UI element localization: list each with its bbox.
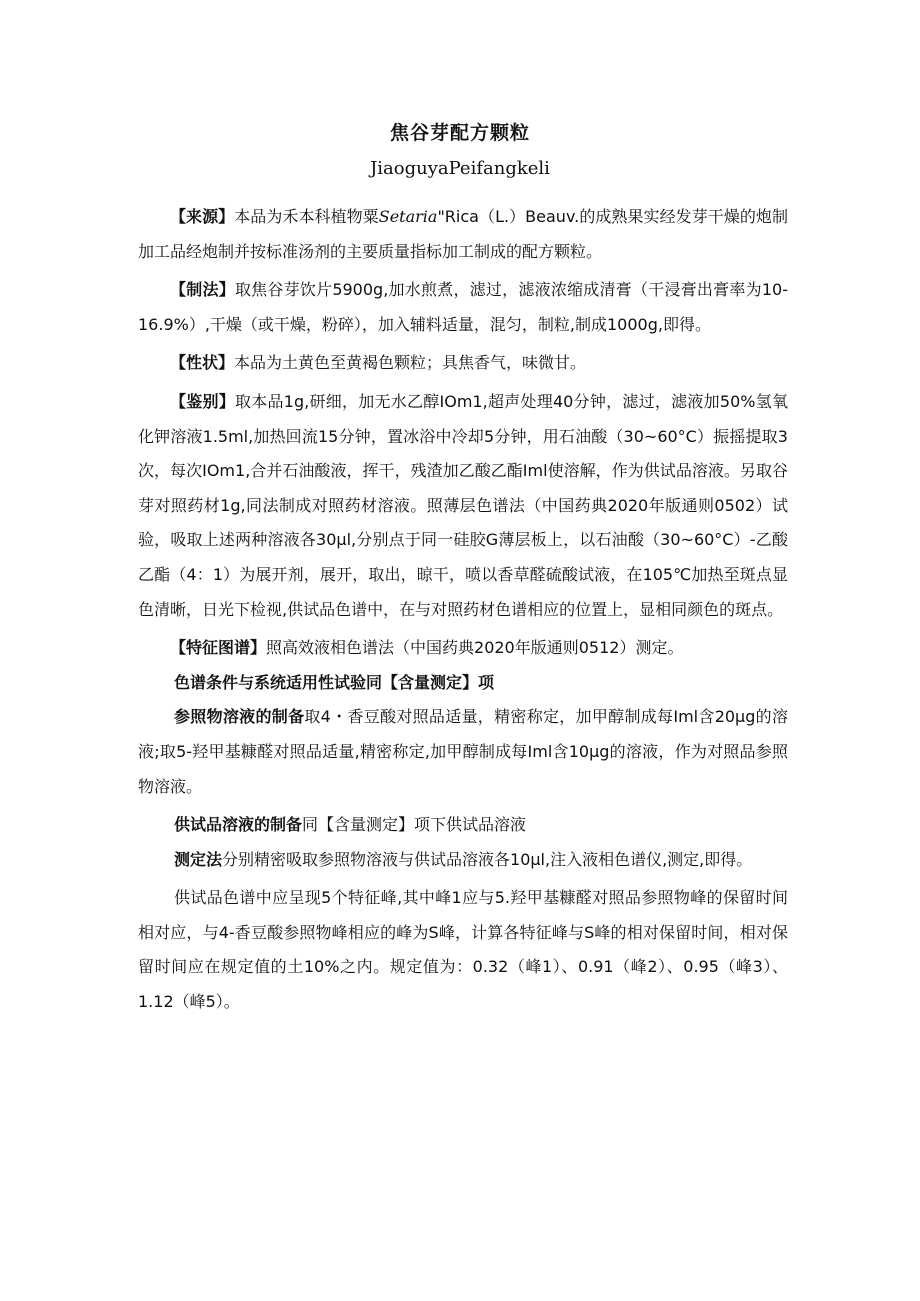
section-properties bbox=[138, 346, 788, 381]
result-text: 供试品色谱中应呈现5个特征峰,其中峰1应与5.羟甲基糠醛对照品参照物峰的保留时间相对应，与4-香豆酸参照物峰相应的峰为S峰，计算各特征峰与S峰的相对保留时间，相对保留时间应在规定值的土10%之内。规定值为：0.32（峰1）、0.91（峰2）、0.95（峰3）、1.12（峰5）。 bbox=[138, 888, 788, 1012]
section-preparation bbox=[138, 273, 788, 342]
doc-title: 焦谷芽配方颗粒 bbox=[389, 122, 530, 144]
chrom-heading: 色谱条件与系统适用性试验同【含量测定】项 bbox=[174, 672, 495, 692]
sample-text: 同【含量测定】项下供试品溶液 bbox=[302, 815, 527, 835]
method-text: 分别精密吸取参照物溶液与供试品溶液各10μl,注入液相色谱仪,测定,即得。 bbox=[222, 849, 753, 869]
section-fingerprint bbox=[138, 631, 788, 666]
ref-text: 取4・香豆酸对照品适量，精密称定，加甲醇制成每Iml含20μg的溶液;取5-羟甲基糠醛对照品适量,精密称定,加甲醇制成每Iml含10μg的溶液，作为对照品参照物溶液。 bbox=[138, 707, 788, 796]
section-method bbox=[138, 843, 788, 878]
section-source bbox=[138, 200, 788, 269]
doc-body bbox=[138, 200, 788, 1020]
props-heading: 【性状】 bbox=[170, 353, 235, 373]
prep-heading: 【制法】 bbox=[170, 280, 235, 300]
source-text-1: 本品为禾本科植物粟 bbox=[234, 207, 379, 226]
section-reference-solution bbox=[138, 700, 788, 804]
fingerprint-heading: 【特征图谱】 bbox=[170, 638, 267, 658]
ident-heading: 【鉴别】 bbox=[170, 391, 236, 411]
ref-heading: 参照物溶液的制备 bbox=[174, 707, 305, 727]
prep-text: 取焦谷芽饮片5900g,加水煎煮，滤过，滤液浓缩成清膏（干浸膏出膏率为10-16.9%）,干燥（或干燥，粉碎），加入辅料适量，混匀，制粒,制成1000g,即得。 bbox=[138, 280, 788, 334]
ident-text: 取本品1g,研细，加无水乙醇IOm1,超声处理40分钟，滤过，滤液加50%氢氧化钾溶液1.5ml,加热回流15分钟，置冰浴中冷却5分钟，用石油酸（30~60°C）振摇提取3次，每次IOm1,合并石油酸液，挥干，残渣加乙酸乙酯Iml使溶解，作为供试品溶液。另取谷芽对照药材1g,同法制成对照药材溶液。照薄层色谱法（中国药典2020年版通则0502）试验，吸取上述两种溶液各30μl,分别点于同一硅胶G薄层板上，以石油酸（30~60°C）-乙酸乙酯（4：1）为展开剂，展开，取出，晾干，喷以香草醛硫酸试液，在105℃加热至斑点显色清晰，日光下检视,供试品色谱中，在与对照药材色谱相应的位置上，显相同颜色的斑点。 bbox=[138, 391, 788, 619]
sample-heading: 供试品溶液的制备 bbox=[174, 815, 303, 835]
section-sample-solution bbox=[138, 808, 788, 843]
doc-subtitle-pinyin: JiaoguyaPeifangkeli bbox=[370, 158, 550, 179]
section-result bbox=[138, 881, 788, 1019]
source-text-2: "Rica（L.）Beauv.的成熟果实经发芽干燥的炮制加工品经炮制并按标准汤剂的主要质量指标加工制成的配方颗粒。 bbox=[138, 207, 788, 261]
source-heading: 【来源】 bbox=[170, 207, 235, 226]
props-text: 本品为土黄色至黄褐色颗粒；具焦香气，味微甘。 bbox=[234, 353, 587, 373]
method-heading: 测定法 bbox=[174, 849, 223, 869]
source-latin-name: Setaria bbox=[378, 207, 438, 226]
section-identification bbox=[138, 385, 788, 627]
fingerprint-text: 照高效液相色谱法（中国药典2020年版通则0512）测定。 bbox=[266, 638, 684, 658]
section-chrom-conditions bbox=[138, 666, 788, 701]
